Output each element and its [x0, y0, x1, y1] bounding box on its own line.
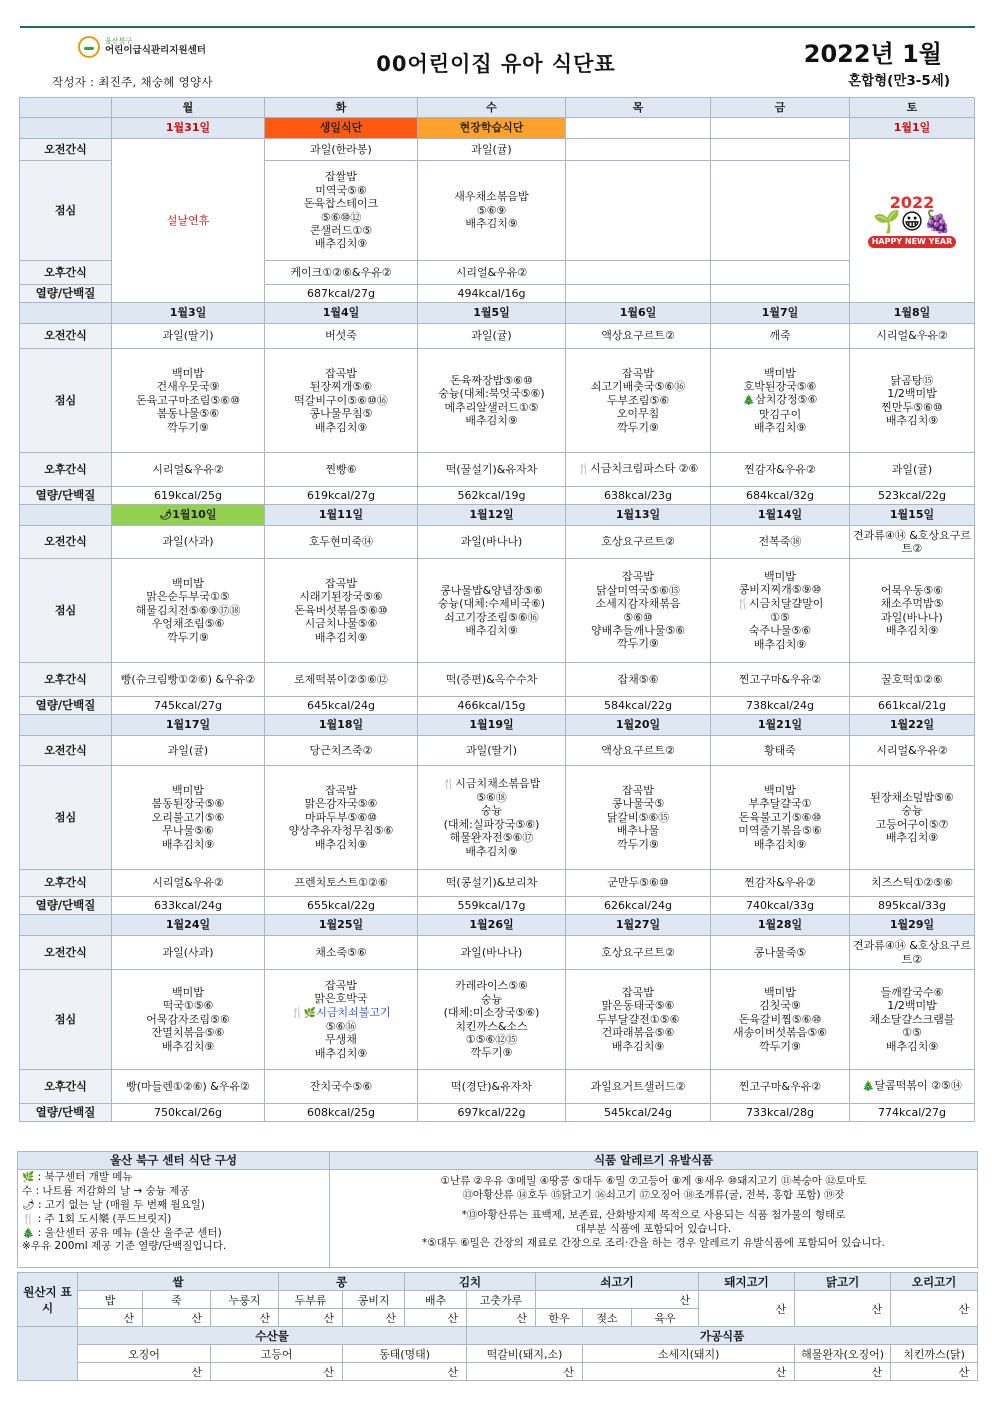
header-rule: [20, 26, 975, 28]
pm-snack-cell: 잔치국수⑤⑥: [265, 1070, 418, 1104]
lunch-item: 배추김치⑨: [314, 237, 368, 251]
date-cell: 1월22일: [850, 715, 975, 736]
lunch-cell: 잡곡밥 쇠고기배춧국⑤⑥⑯ 두부조림⑤⑥ 오이무침 깍두기⑨: [566, 349, 711, 453]
menu-table: [19, 97, 975, 1122]
lunch-cell: 잡곡밥 된장찌개⑤⑥ 떡갈비구이⑤⑥⑩⑯ 콩나물무침⑤ 배추김치⑨: [265, 349, 418, 453]
lunch-label: 점심: [20, 349, 112, 453]
am-snack-cell: 호상요구르트②: [566, 936, 711, 970]
origin-group: 닭고기: [795, 1273, 891, 1291]
pm-snack-cell: 빵(슈크림빵①②⑥) &우유②: [112, 663, 265, 697]
date-cell: 1월13일: [566, 505, 711, 526]
birthday-menu-cell: 생일식단: [265, 118, 418, 139]
shared-menu-icon: 🎄: [742, 395, 756, 407]
pm-snack-cell: 과일요거트샐러드②: [566, 1070, 711, 1104]
date-cell: 1월25일: [265, 915, 418, 936]
pm-snack-cell: 🍴시금치크림파스타 ②⑥: [566, 453, 711, 487]
corner-cell: [20, 98, 112, 118]
legend-left-body: 🌿 : 북구센터 개발 메뉴 수 : 나트륨 저감화의 날 → 숭늉 제공 🌶 : 고기 없는 날 (매월 두 번째 월요일) 🍴 : 주 1회 도시樂 (푸드브릿지) 🎄 : 울산센터 공유 메뉴 (울산 울주군 센터) ※우유 200ml 제공 기준 열량/단백질입니다.: [18, 1170, 330, 1268]
date-cell: 1월19일: [418, 715, 566, 736]
kcal-cell: 523kcal/22g: [850, 487, 975, 505]
date-cell: 1월11일: [265, 505, 418, 526]
am-snack-cell: 과일(귤): [418, 139, 566, 161]
menu-type: 혼합형(만3-5세): [848, 73, 950, 89]
pm-snack-cell: 떡(경단)&유자차: [418, 1070, 566, 1104]
date-row-label: [20, 118, 112, 139]
am-snack-cell: 과일(귤): [112, 736, 265, 766]
lunch-cell: [265, 161, 418, 261]
processed-header: 가공식품: [467, 1327, 978, 1345]
am-snack-cell: 채소죽⑤⑥: [265, 936, 418, 970]
meatless-day-cell: 🌶1월10일: [112, 505, 265, 526]
date-row-label: [20, 715, 112, 736]
date-cell: 1월18일: [265, 715, 418, 736]
am-snack-cell: 시리얼&우유②: [850, 324, 975, 349]
shared-menu-icon: 🎄: [22, 1227, 35, 1239]
lunchbox-icon: 🍴: [577, 464, 591, 476]
lunch-item: ⑤⑥⑨: [476, 203, 507, 217]
weekday-tue: 화: [265, 98, 418, 118]
kcal-cell: 655kcal/22g: [265, 897, 418, 915]
weekday-header-row: [20, 98, 975, 118]
origin-group: 돼지고기: [699, 1273, 795, 1291]
pm-snack-cell: [566, 261, 711, 285]
pm-snack-cell: 🎄달콤떡볶이 ②⑤⑭: [850, 1070, 975, 1104]
kcal-cell: 687kcal/27g: [265, 285, 418, 303]
lunch-label: 점심: [20, 766, 112, 870]
date-cell: [566, 118, 711, 139]
pm-snack-cell: 떡(증편)&옥수수차: [418, 663, 566, 697]
date-cell: 1월3일: [112, 303, 265, 324]
pm-snack-cell: 시리얼&우유②: [418, 261, 566, 285]
lunch-cell: [566, 161, 711, 261]
weekday-wed: 수: [418, 98, 566, 118]
origin-label: 원산지 표시: [18, 1273, 78, 1327]
pm-snack-label: 오후간식: [20, 663, 112, 697]
pm-snack-label: 오후간식: [20, 453, 112, 487]
am-snack-cell: [566, 139, 711, 161]
kcal-cell: 626kcal/24g: [566, 897, 711, 915]
am-snack-label: 오전간식: [20, 324, 112, 349]
am-snack-cell: 과일(사과): [112, 936, 265, 970]
kcal-cell: [566, 285, 711, 303]
kcal-cell: 638kcal/23g: [566, 487, 711, 505]
lunch-label: 점심: [20, 970, 112, 1070]
am-snack-label: 오전간식: [20, 936, 112, 970]
field-trip-menu-cell: 현장학습식단: [418, 118, 566, 139]
kcal-label: 열량/단백질: [20, 897, 112, 915]
happy-new-year-banner: HAPPY NEW YEAR: [868, 236, 957, 248]
kcal-cell: [711, 285, 850, 303]
lunch-cell: 카레라이스⑤⑥ 숭늉 (대체:미소장국⑤⑥) 치킨까스&소스 ①⑤⑥⑫⑮ 깍두기⑨: [418, 970, 566, 1070]
lunch-item: 콘샐러드①⑤: [309, 223, 373, 237]
kcal-cell: 740kcal/33g: [711, 897, 850, 915]
lunch-cell: [418, 161, 566, 261]
lunch-cell: 닭곰탕⑮ 1/2백미밥 찐만두⑤⑥⑩ 배추김치⑨: [850, 349, 975, 453]
year-month: 2022년 1월: [803, 40, 942, 68]
origin-group: 쌀: [78, 1273, 279, 1291]
logo-subtitle: 울산북구: [105, 37, 133, 46]
am-snack-cell: 과일(사과): [112, 526, 265, 559]
seafood-header: 수산물: [78, 1327, 467, 1345]
pm-snack-cell: 시리얼&우유②: [112, 453, 265, 487]
am-snack-cell: 버섯죽: [265, 324, 418, 349]
date-cell: 1월26일: [418, 915, 566, 936]
lunch-cell: 잡곡밥 맑은감자국⑤⑥ 마파두부⑤⑥⑩ 양상추유자청무침⑤⑥ 배추김치⑨: [265, 766, 418, 870]
date-cell: 1월7일: [711, 303, 850, 324]
chili-icon: 🌶: [159, 509, 173, 521]
lunch-cell: 콩나물밥&양념장⑤⑥ 숭늉(대체:수제비국⑥) 쇠고기장조림⑤⑥⑯ 배추김치⑨: [418, 559, 566, 663]
kcal-label: 열량/단백질: [20, 487, 112, 505]
pm-snack-cell: 케이크①②⑥&우유②: [265, 261, 418, 285]
lunch-cell: 백미밥 건새우뭇국⑨ 돈육고구마조림⑤⑥⑩ 봄동나물⑤⑥ 깍두기⑨: [112, 349, 265, 453]
lunch-cell: 잡곡밥 시래기된장국⑤⑥ 돈육버섯볶음⑤⑥⑩ 시금치나물⑤⑥ 배추김치⑨: [265, 559, 418, 663]
pm-snack-cell: 빵(마들렌①②⑥) &우유②: [112, 1070, 265, 1104]
pm-snack-cell: 찐빵⑥: [265, 453, 418, 487]
am-snack-cell: 호상요구르트②: [566, 526, 711, 559]
pm-snack-label: 오후간식: [20, 870, 112, 897]
am-snack-label: 오전간식: [20, 139, 112, 161]
pm-snack-cell: 떡(꿀설기)&유자차: [418, 453, 566, 487]
kcal-cell: 895kcal/33g: [850, 897, 975, 915]
chili-icon: 🌶: [22, 1199, 35, 1211]
kcal-cell: 661kcal/21g: [850, 697, 975, 715]
lunch-cell: 백미밥 콩비지찌개⑤⑨⑩ 🍴시금치달걀말이 ①⑤ 숙주나물⑤⑥ 배추김치⑨: [711, 559, 850, 663]
am-snack-cell: 호두현미죽⑭: [265, 526, 418, 559]
lunch-item: 배추김치⑨: [465, 217, 518, 231]
lunch-item: 잡쌀밥: [325, 170, 357, 184]
pm-snack-cell: 떡(콩설기)&보리차: [418, 870, 566, 897]
kcal-cell: 584kcal/22g: [566, 697, 711, 715]
date-cell: 1월28일: [711, 915, 850, 936]
kcal-cell: 633kcal/24g: [112, 897, 265, 915]
legend-right-title: 식품 알레르기 유발식품: [330, 1152, 978, 1170]
pm-snack-cell: 꿀호떡①②⑥: [850, 663, 975, 697]
am-snack-cell: 과일(바나나): [418, 526, 566, 559]
date-cell: 1월4일: [265, 303, 418, 324]
kcal-label: 열량/단백질: [20, 285, 112, 303]
lunch-cell: 돈육짜장밥⑤⑥⑩ 숭늉(대체:북엇국⑤⑥) 메추리알샐러드①⑤ 배추김치⑨: [418, 349, 566, 453]
new-year-illustration: [850, 139, 975, 303]
page-title: 00어린이집 유아 식단표: [376, 52, 616, 76]
lunch-cell: 된장채소덮밥⑤⑥ 숭늉 고등어구이⑤⑦ 배추김치⑨: [850, 766, 975, 870]
kcal-label: 열량/단백질: [20, 1104, 112, 1122]
date-cell: 1월24일: [112, 915, 265, 936]
lunch-item: 미역국⑤⑥: [315, 183, 367, 197]
lunch-cell: 백미밥 호박된장국⑤⑥ 🎄삼치강정⑤⑥ 맛김구이 배추김치⑨: [711, 349, 850, 453]
am-snack-label: 오전간식: [20, 526, 112, 559]
am-snack-cell: 액상요구르트②: [566, 736, 711, 766]
lunch-cell: 들깨칼국수⑥ 1/2백미밥 채소달걀스크램블 ①⑤ 배추김치⑨: [850, 970, 975, 1070]
kcal-cell: 684kcal/32g: [711, 487, 850, 505]
lunchbox-icon: 🍴: [22, 1213, 35, 1225]
date-row-label: [20, 915, 112, 936]
date-cell: 1월1일: [850, 118, 975, 139]
kcal-cell: 494kcal/16g: [418, 285, 566, 303]
origin-group: 오리고기: [891, 1273, 978, 1291]
lunch-cell: 잡곡밥 맑은동태국⑤⑥ 두부달걀전①⑤⑥ 건파래볶음⑤⑥ 배추김치⑨: [566, 970, 711, 1070]
new-year-faces-icon: 🌱😀🍇: [873, 210, 951, 236]
kcal-cell: 545kcal/24g: [566, 1104, 711, 1122]
lunch-cell: 백미밥 떡국①⑤⑥ 어묵감자조림⑤⑥ 잔멸치볶음⑤⑥ 배추김치⑨: [112, 970, 265, 1070]
lunch-label: 점심: [20, 559, 112, 663]
date-cell: 1월29일: [850, 915, 975, 936]
date-cell: 1월14일: [711, 505, 850, 526]
legend-left-title: 울산 북구 센터 식단 구성: [18, 1152, 330, 1170]
am-snack-label: 오전간식: [20, 736, 112, 766]
pm-snack-cell: 과일(귤): [850, 453, 975, 487]
lunch-cell: 🍴시금치채소볶음밥 ⑤⑥⑱ 숭늉 (대체:실파장국⑤⑥) 해물완자전⑤⑥⑰ 배추김치⑨: [418, 766, 566, 870]
kcal-cell: 745kcal/27g: [112, 697, 265, 715]
pm-snack-cell: 치즈스틱①②⑤⑥: [850, 870, 975, 897]
pm-snack-cell: [711, 261, 850, 285]
date-cell: 1월6일: [566, 303, 711, 324]
am-snack-cell: 시리얼&우유②: [850, 736, 975, 766]
holiday-cell: 설날연휴: [112, 139, 265, 303]
am-snack-cell: 황태죽: [711, 736, 850, 766]
date-cell: [711, 118, 850, 139]
origin-group: 쇠고기: [536, 1273, 699, 1291]
date-row-label: [20, 505, 112, 526]
am-snack-cell: 전복죽⑱: [711, 526, 850, 559]
date-cell: 1월27일: [566, 915, 711, 936]
origin-group: 콩: [279, 1273, 405, 1291]
lunchbox-icon: 🍴: [442, 778, 456, 790]
am-snack-cell: 액상요구르트②: [566, 324, 711, 349]
pm-snack-cell: 찐감자&우유②: [711, 453, 850, 487]
date-cell: 1월8일: [850, 303, 975, 324]
kcal-cell: 608kcal/25g: [265, 1104, 418, 1122]
date-row-label: [20, 303, 112, 324]
am-snack-cell: 과일(딸기): [418, 736, 566, 766]
allergy-list: ①난류 ②우유 ③메밀 ④땅콩 ⑤대두 ⑥밀 ⑦고등어 ⑧게 ⑨새우 ⑩돼지고기 ⑪복숭아 ⑫토마토 ⑬아황산류 ⑭호두 ⑮닭고기 ⑯쇠고기 ⑰오징어 ⑱조개류(굴, 전복, 홍합 포함) ⑲잣 *⑬아황산류는 표백제, 보존료, 산화방지제 목적으로 사용되는 식품 첨가물의 형태로 대부분 식품에 포함되어 있습니다. *⑤대두 ⑥밀은 간장의 재료로 간장으로 조리·간을 하는 경우 알레르기 유발식품에 포함되어 있습니다.: [330, 1170, 978, 1268]
am-snack-cell: 당근치즈죽②: [265, 736, 418, 766]
pm-snack-cell: 프렌치토스트①②⑥: [265, 870, 418, 897]
pm-snack-cell: 찐고구마&우유②: [711, 663, 850, 697]
lunch-cell: 백미밥 부추달걀국① 돈육불고기⑤⑥⑩ 미역줄기볶음⑤⑥ 배추김치⑨: [711, 766, 850, 870]
kcal-cell: 750kcal/26g: [112, 1104, 265, 1122]
pm-snack-label: 오후간식: [20, 1070, 112, 1104]
lunch-cell: 잡곡밥 콩나물국⑤ 닭갈비⑤⑥⑮ 배추나물 깍두기⑨: [566, 766, 711, 870]
kcal-cell: 619kcal/27g: [265, 487, 418, 505]
kcal-cell: 738kcal/24g: [711, 697, 850, 715]
pm-snack-cell: 찐감자&우유②: [711, 870, 850, 897]
origin-table: 원산지 표시 쌀 콩 김치 쇠고기 돼지고기 닭고기 오리고기 밥 죽 누룽지 두부류 콩비지 배추 고춧가루 산 산 산 산 산 산 산 산 산 산 산 한우 젖소 육우 수산물 가공식품 오징어 고등어 동태(명태) 떡갈비(돼지,소) 소세지(돼지) 해물완자(오징어) 치킨까스(닭) 산 산 산 산 산 산 산: [17, 1272, 978, 1381]
am-snack-cell: 견과류④⑭ &호상요구르트②: [850, 936, 975, 970]
kcal-cell: 697kcal/22g: [418, 1104, 566, 1122]
author-line: 작성자 : 최진주, 채숭혜 영양사: [52, 75, 213, 89]
kcal-cell: 774kcal/27g: [850, 1104, 975, 1122]
lunch-cell: 어묵우동⑤⑥ 채소주먹밥⑤ 과일(바나나) 배추김치⑨: [850, 559, 975, 663]
date-cell: 1월31일: [112, 118, 265, 139]
lunch-cell: 잡곡밥 닭살미역국⑤⑥⑮ 소세지감자채볶음 ⑤⑥⑩ 양배추들깨나물⑤⑥ 깍두기⑨: [566, 559, 711, 663]
north-gu-menu-icon: 🌿: [303, 1007, 317, 1019]
weekday-mon: 월: [112, 98, 265, 118]
weekday-sat: 토: [850, 98, 975, 118]
lunch-label: 점심: [20, 161, 112, 261]
shared-menu-icon: 🎄: [862, 1081, 875, 1093]
am-snack-cell: 과일(바나나): [418, 936, 566, 970]
weekday-thu: 목: [566, 98, 711, 118]
am-snack-cell: 콩나물죽⑤: [711, 936, 850, 970]
date-cell: 1월12일: [418, 505, 566, 526]
date-cell: 1월20일: [566, 715, 711, 736]
lunchbox-icon: 🍴: [291, 1007, 304, 1019]
date-cell: 1월5일: [418, 303, 566, 324]
kcal-cell: 559kcal/17g: [418, 897, 566, 915]
date-cell: 1월15일: [850, 505, 975, 526]
pm-snack-cell: 찐고구마&우유②: [711, 1070, 850, 1104]
am-snack-cell: 과일(귤): [418, 324, 566, 349]
lunch-cell: 백미밥 봄동된장국⑤⑥ 오리불고기⑤⑥ 무나물⑤⑥ 배추김치⑨: [112, 766, 265, 870]
origin-group: 김치: [405, 1273, 536, 1291]
date-cell: 1월21일: [711, 715, 850, 736]
pm-snack-cell: 로제떡볶이②⑤⑥⑫: [265, 663, 418, 697]
logo-title: 어린이급식관리지원센터: [105, 44, 206, 56]
am-snack-cell: 견과류④⑭ &호상요구르트②: [850, 526, 975, 559]
north-gu-menu-icon: 🌿: [22, 1172, 35, 1184]
date-cell: 1월17일: [112, 715, 265, 736]
kcal-cell: 466kcal/15g: [418, 697, 566, 715]
am-snack-cell: 깨죽: [711, 324, 850, 349]
kcal-label: 열량/단백질: [20, 697, 112, 715]
weekday-fri: 금: [711, 98, 850, 118]
legend-table: [17, 1151, 978, 1268]
am-snack-cell: [711, 139, 850, 161]
pm-snack-cell: 시리얼&우유②: [112, 870, 265, 897]
kcal-cell: 562kcal/19g: [418, 487, 566, 505]
pm-snack-cell: 군만두⑤⑥⑩: [566, 870, 711, 897]
lunch-item: ⑤⑥⑩⑫: [320, 210, 362, 224]
kcal-cell: 619kcal/25g: [112, 487, 265, 505]
new-year-2022: 2022: [889, 192, 935, 212]
lunch-cell: 백미밥 김칫국⑨ 돈육갈비찜⑤⑥⑩ 새송이버섯볶음⑤⑥ 깍두기⑨: [711, 970, 850, 1070]
am-snack-cell: 과일(한라봉): [265, 139, 418, 161]
lunch-cell: [711, 161, 850, 261]
pm-snack-cell: 잡채⑤⑥: [566, 663, 711, 697]
kcal-cell: 645kcal/24g: [265, 697, 418, 715]
lunch-item: 새우채소볶음밥: [454, 190, 529, 204]
lunch-cell: 백미밥 맑은순두부국①⑤ 해물김치전⑤⑥⑨⑰⑱ 우엉채조림⑤⑥ 깍두기⑨: [112, 559, 265, 663]
am-snack-cell: 과일(딸기): [112, 324, 265, 349]
pm-snack-label: 오후간식: [20, 261, 112, 285]
lunch-item: 돈육찹스테이크: [303, 197, 379, 211]
kcal-cell: 733kcal/28g: [711, 1104, 850, 1122]
lunch-cell: 잡곡밥 맑은호박국 🍴🌿시금치쇠불고기 ⑤⑥⑯ 무생채 배추김치⑨: [265, 970, 418, 1070]
lunchbox-icon: 🍴: [736, 598, 750, 610]
